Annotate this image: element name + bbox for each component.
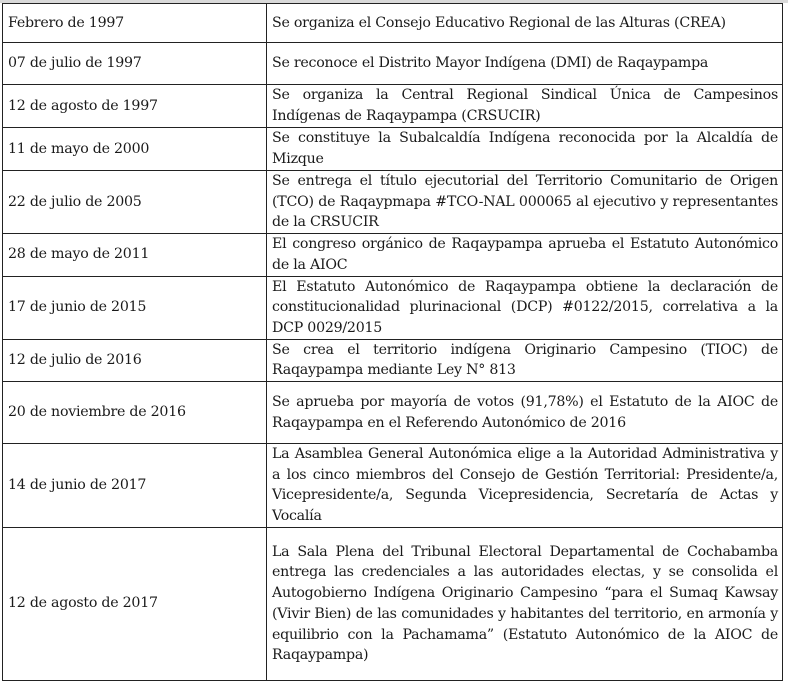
table-row [3, 43, 783, 85]
date-cell: 07 de julio de 1997 [3, 43, 267, 85]
event-cell: Se organiza la Central Regional Sindical Única de Campesinos Indígenas de Raqaypampa (CRSUCIR) [267, 85, 783, 128]
event-cell: El congreso orgánico de Raqaypampa aprueba el Estatuto Autonómico de la AIOC [267, 234, 783, 276]
date-cell: Febrero de 1997 [3, 4, 267, 43]
table-row [3, 444, 783, 528]
event-cell: Se organiza el Consejo Educativo Regional de las Alturas (CREA) [267, 4, 783, 43]
date-cell: 11 de mayo de 2000 [3, 128, 267, 171]
date-cell: 14 de junio de 2017 [3, 444, 267, 528]
table-row [3, 171, 783, 234]
event-cell: Se reconoce el Distrito Mayor Indígena (DMI) de Raqaypampa [267, 43, 783, 85]
event-cell: La Asamblea General Autonómica elige a la Autoridad Administrativa y a los cinco miembros del Consejo de Gestión Territorial: Presidente/a, Vicepresidente/a, Segunda Vicepresidencia, Secretaría de Actas y Vocalía [267, 444, 783, 528]
date-cell: 12 de julio de 2016 [3, 339, 267, 381]
date-cell: 28 de mayo de 2011 [3, 234, 267, 276]
table-row [3, 128, 783, 171]
event-cell: Se constituye la Subalcaldía Indígena reconocida por la Alcaldía de Mizque [267, 128, 783, 171]
table-row [3, 276, 783, 339]
event-cell: La Sala Plena del Tribunal Electoral Departamental de Cochabamba entrega las credenciales a las autoridades electas, y se consolida el Autogobierno Indígena Originario Campesino “para el Sumaq Kawsay (Vivir Bien) de las comunidades y habitantes del territorio, en armonía y equilibrio con la Pachamama” (Estatuto Autonómico de la AIOC de Raqaypampa) [267, 527, 783, 680]
date-cell: 17 de junio de 2015 [3, 276, 267, 339]
chronology-table [2, 3, 783, 681]
date-cell: 12 de agosto de 1997 [3, 85, 267, 128]
table-row [3, 4, 783, 43]
date-cell: 22 de julio de 2005 [3, 171, 267, 234]
event-cell: Se aprueba por mayoría de votos (91,78%) el Estatuto de la AIOC de Raqaypampa en el Referendo Autonómico de 2016 [267, 382, 783, 444]
table-row [3, 339, 783, 381]
event-cell: Se crea el territorio indígena Originario Campesino (TIOC) de Raqaypampa mediante Ley N° 813 [267, 339, 783, 381]
table-row [3, 382, 783, 444]
table-row [3, 527, 783, 680]
event-cell: Se entrega el título ejecutorial del Territorio Comunitario de Origen (TCO) de Raqaypmapa #TCO-NAL 000065 al ejecutivo y representantes de la CRSUCIR [267, 171, 783, 234]
event-cell: El Estatuto Autonómico de Raqaypampa obtiene la declaración de constitucionalidad plurinacional (DCP) #0122/2015, correlativa a la DCP 0029/2015 [267, 276, 783, 339]
table-row [3, 234, 783, 276]
date-cell: 20 de noviembre de 2016 [3, 382, 267, 444]
date-cell: 12 de agosto de 2017 [3, 527, 267, 680]
table-row [3, 85, 783, 128]
